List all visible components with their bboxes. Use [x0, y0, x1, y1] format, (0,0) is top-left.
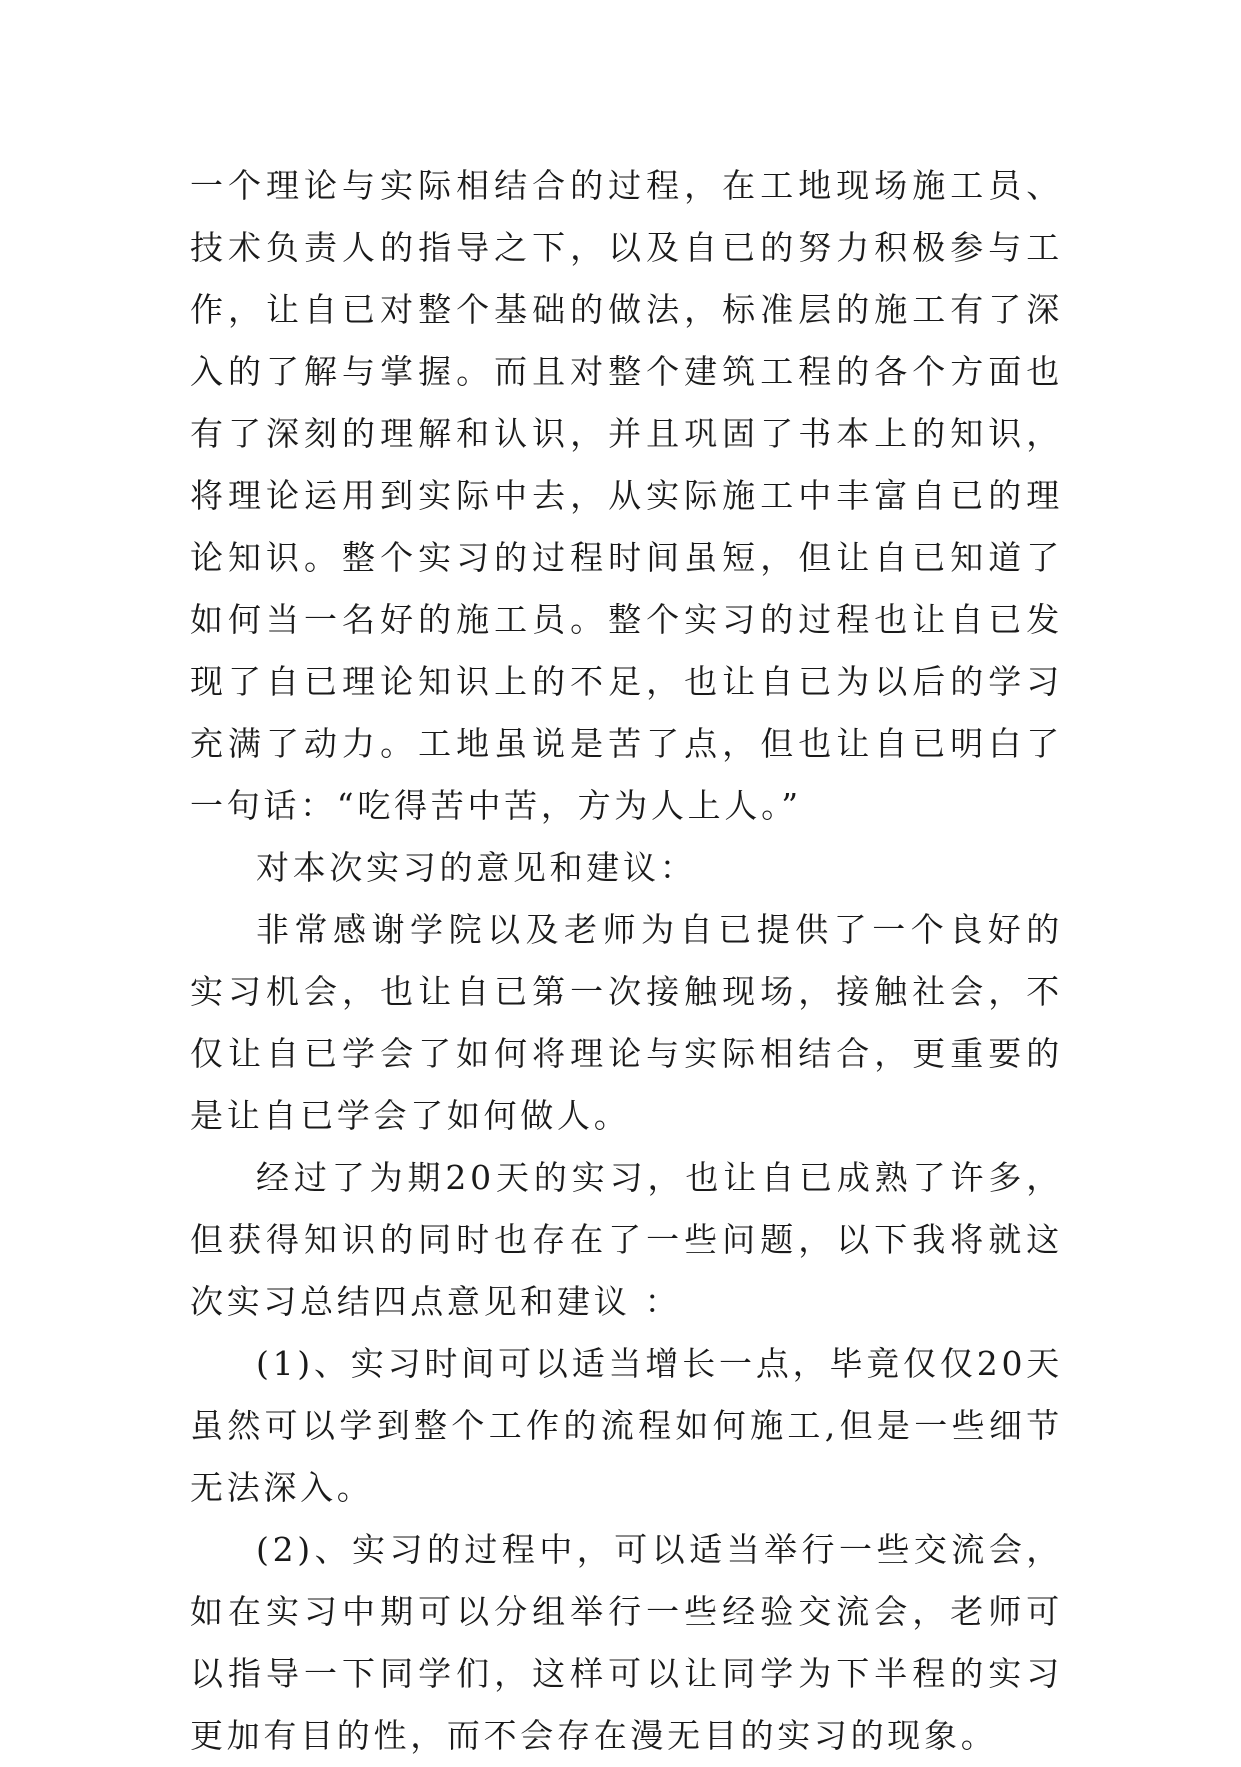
paragraph-intro-suggestions: 经过了为期20天的实习，也让自已成熟了许多，但获得知识的同时也存在了一些问题，以下我将就这次实习总结四点意见和建议 ：	[190, 1158, 1063, 1321]
paragraph-suggestion-2: (2)、实习的过程中，可以适当举行一些交流会，如在实习中期可以分组举行一些经验交流会，老师可以指导一下同学们，这样可以让同学为下半程的实习更加有目的性，而不会存在漫无目的实习的现象。	[190, 1530, 1063, 1755]
paragraph-suggestions-heading: 对本次实习的意见和建议：	[256, 848, 697, 887]
paragraph-suggestion-1: (1)、实习时间可以适当增长一点，毕竟仅仅20天虽然可以学到整个工作的流程如何施工,但是一些细节无法深入。	[190, 1344, 1063, 1507]
paragraph-thanks: 非常感谢学院以及老师为自已提供了一个良好的实习机会，也让自已第一次接触现场，接触社会，不仅让自已学会了如何将理论与实际相结合，更重要的是让自已学会了如何做人。	[190, 910, 1063, 1135]
paragraph-summary-continued: 一个理论与实际相结合的过程，在工地现场施工员、技术负责人的指导之下，以及自已的努力积极参与工作，让自已对整个基础的做法，标准层的施工有了深入的了解与掌握。而且对整个建筑工程的各个方面也有了深刻的理解和认识，并且巩固了书本上的知识，将理论运用到实际中去，从实际施工中丰富自已的理论知识。整个实习的过程时间虽短，但让自已知道了如何当一名好的施工员。整个实习的过程也让自已发现了自已理论知识上的不足，也让自已为以后的学习充满了动力。工地虽说是苦了点，但也让自已明白了一句话：“吃得苦中苦，方为人上人。”	[190, 166, 1063, 825]
